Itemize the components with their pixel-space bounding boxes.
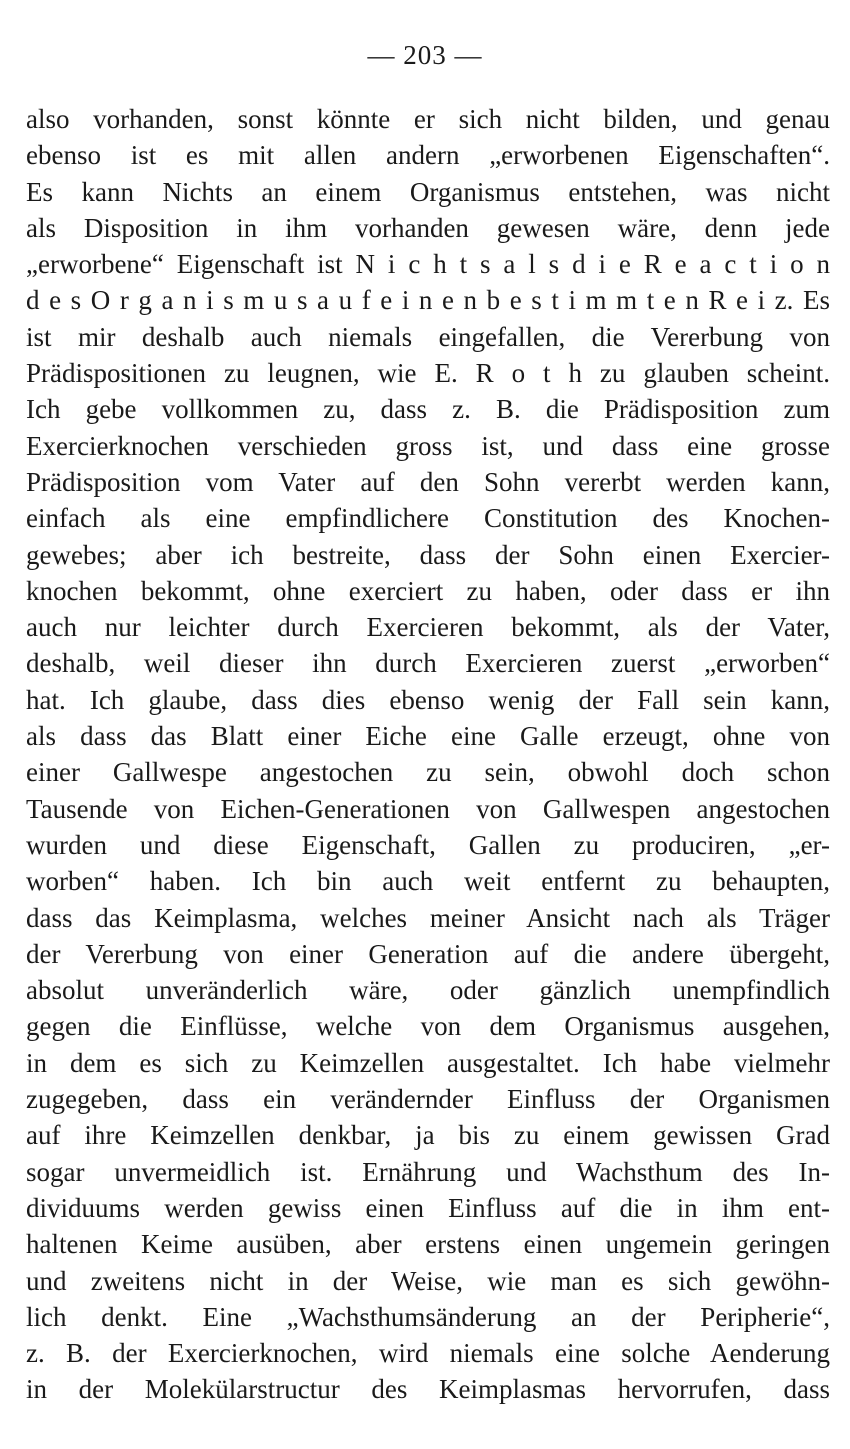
- text-line: lich denkt. Eine „Wachsthumsänderung an der Peripherie“,: [26, 1301, 830, 1332]
- text-line: Es kann Nichts an einem Organismus entstehen, was nicht: [26, 176, 830, 207]
- text-line: auch nur leichter durch Exercieren bekommt, als der Vater,: [26, 612, 830, 643]
- text-line: ist mir deshalb auch niemals eingefallen, die Vererbung von: [26, 321, 830, 352]
- text-line: in der Molekülarstructur des Keimplasmas hervorrufen, dass: [26, 1374, 830, 1405]
- text-line: einer Gallwespe angestochen zu sein, obwohl doch schon: [26, 757, 830, 788]
- text-line: Exercierknochen verschieden gross ist, und dass eine grosse: [26, 430, 830, 461]
- text-line: ebenso ist es mit allen andern „erworbenen Eigenschaften“.: [26, 140, 830, 171]
- text-line: „erworbene“ Eigenschaft ist N i c h t s a l s d i e R e a c t i o n: [26, 249, 830, 280]
- text-line: der Vererbung von einer Generation auf die andere übergeht,: [26, 938, 830, 969]
- text-line: d e s O r g a n i s m u s a u f e i n e n b e s t i m m t e n R e i z. Es: [26, 285, 830, 316]
- text-line: zugegeben, dass ein verändernder Einfluss der Organismen: [26, 1084, 830, 1115]
- text-line: Tausende von Eichen-Generationen von Gallwespen angestochen: [26, 793, 830, 824]
- text-line: Prädispositionen zu leugnen, wie E. R o t h zu glauben scheint.: [26, 358, 830, 389]
- text-line: knochen bekommt, ohne exerciert zu haben, oder dass er ihn: [26, 575, 830, 606]
- text-line: Ich gebe vollkommen zu, dass z. B. die Prädisposition zum: [26, 394, 830, 425]
- text-line: worben“ haben. Ich bin auch weit entfernt zu behaupten,: [26, 866, 830, 897]
- text-line: hat. Ich glaube, dass dies ebenso wenig der Fall sein kann,: [26, 684, 830, 715]
- text-line: sogar unvermeidlich ist. Ernährung und Wachsthum des In-: [26, 1156, 830, 1187]
- text-line: auf ihre Keimzellen denkbar, ja bis zu einem gewissen Grad: [26, 1120, 830, 1151]
- text-line: in dem es sich zu Keimzellen ausgestaltet. Ich habe vielmehr: [26, 1047, 830, 1078]
- text-line: als Disposition in ihm vorhanden gewesen wäre, denn jede: [26, 212, 830, 243]
- body-text: [26, 101, 830, 1408]
- text-line: z. B. der Exercierknochen, wird niemals eine solche Aenderung: [26, 1338, 830, 1369]
- text-line: einfach als eine empfindlichere Constitution des Knochen-: [26, 503, 830, 534]
- text-line: dividuums werden gewiss einen Einfluss auf die in ihm ent-: [26, 1192, 830, 1223]
- text-line: haltenen Keime ausüben, aber erstens einen ungemein geringen: [26, 1229, 830, 1260]
- text-line: also vorhanden, sonst könnte er sich nicht bilden, und genau: [26, 104, 830, 134]
- text-line: und zweitens nicht in der Weise, wie man es sich gewöhn-: [26, 1265, 830, 1296]
- text-line: wurden und diese Eigenschaft, Gallen zu produciren, „er-: [26, 829, 830, 860]
- text-line: dass das Keimplasma, welches meiner Ansicht nach als Träger: [26, 902, 830, 933]
- text-line: deshalb, weil dieser ihn durch Exercieren zuerst „erworben“: [26, 648, 830, 679]
- text-line: gewebes; aber ich bestreite, dass der Sohn einen Exercier-: [26, 539, 830, 570]
- text-line: Prädisposition vom Vater auf den Sohn vererbt werden kann,: [26, 466, 830, 497]
- text-line: absolut unveränderlich wäre, oder gänzlich unempfindlich: [26, 975, 830, 1006]
- text-line: als dass das Blatt einer Eiche eine Galle erzeugt, ohne von: [26, 721, 830, 752]
- page-number: — 203 —: [367, 40, 483, 70]
- text-line: gegen die Einflüsse, welche von dem Organismus ausgehen,: [26, 1011, 830, 1042]
